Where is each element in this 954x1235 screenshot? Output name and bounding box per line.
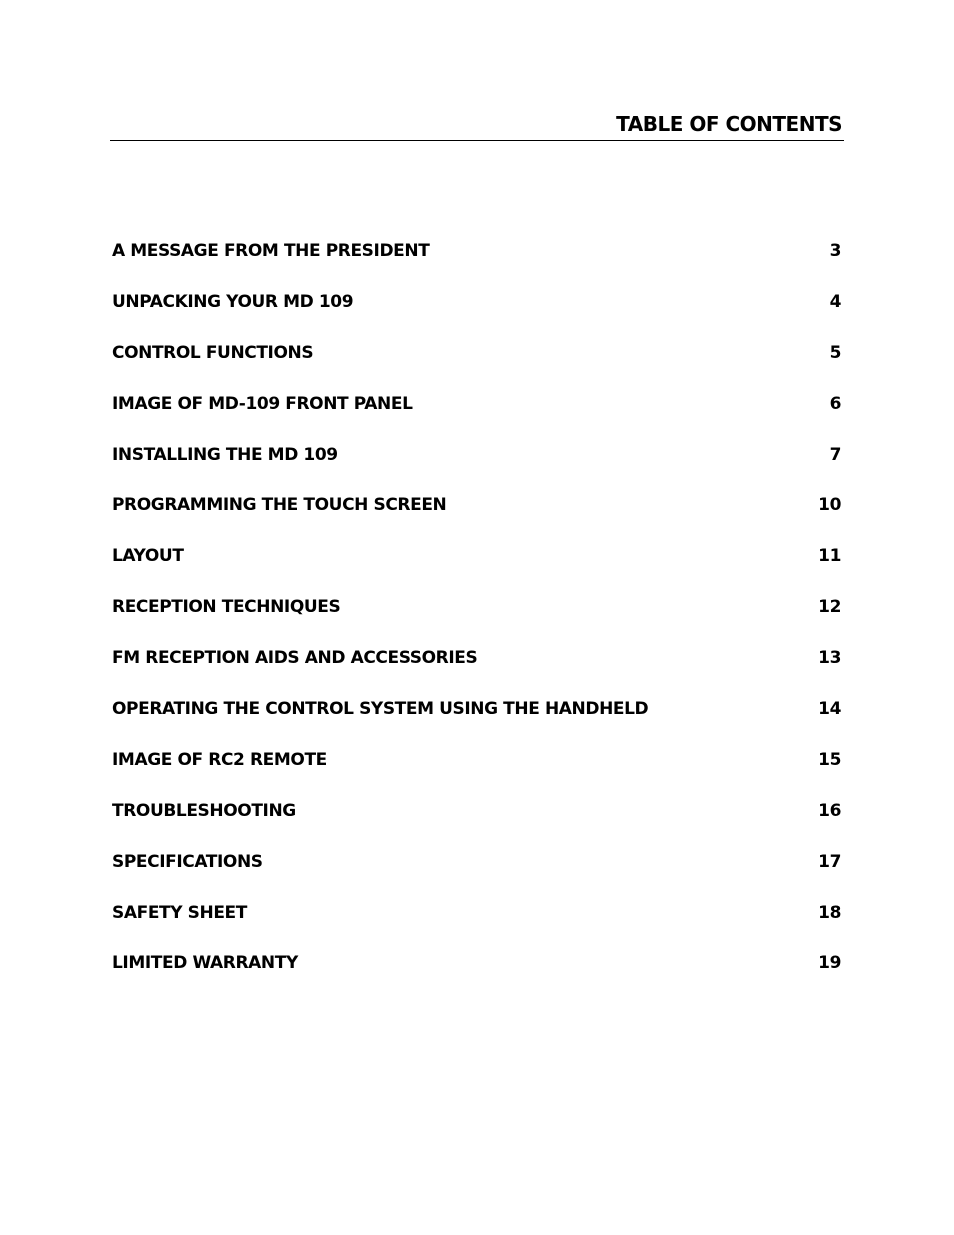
toc-entry-page: 6 [829, 393, 841, 414]
toc-entry[interactable] [112, 594, 841, 645]
toc-entry[interactable] [112, 747, 841, 798]
toc-entry-page: 5 [829, 342, 841, 363]
toc-entry-label: RECEPTION TECHNIQUES [112, 597, 341, 618]
toc-entry-page: 12 [818, 597, 841, 618]
toc-entry-label: INSTALLING THE MD 109 [112, 444, 338, 465]
toc-entry-page: 19 [818, 953, 841, 974]
toc-list [112, 238, 841, 1001]
toc-entry-label: LIMITED WARRANTY [112, 953, 298, 974]
toc-entry[interactable] [112, 543, 841, 594]
toc-entry-page: 11 [818, 546, 841, 567]
toc-entry-page: 3 [829, 241, 841, 261]
page-title: TABLE OF CONTENTS [616, 112, 842, 136]
toc-entry-page: 10 [818, 495, 841, 516]
toc-entry-label: TROUBLESHOOTING [112, 800, 296, 821]
toc-entry[interactable] [112, 645, 841, 696]
toc-entry-label: SPECIFICATIONS [112, 851, 263, 872]
toc-entry-label: IMAGE OF RC2 REMOTE [112, 749, 327, 770]
toc-entry[interactable] [112, 849, 841, 900]
toc-entry-page: 17 [818, 851, 841, 872]
toc-entry[interactable] [112, 900, 841, 951]
toc-entry-page: 13 [818, 648, 841, 669]
toc-entry-page: 18 [818, 902, 841, 923]
toc-entry-label: PROGRAMMING THE TOUCH SCREEN [112, 495, 447, 516]
toc-entry[interactable] [112, 798, 841, 849]
toc-entry-label: SAFETY SHEET [112, 902, 247, 923]
toc-entry[interactable] [112, 442, 841, 493]
toc-entry[interactable] [112, 391, 841, 442]
toc-entry-label: UNPACKING YOUR MD 109 [112, 291, 354, 312]
toc-entry[interactable] [112, 492, 841, 543]
toc-entry-page: 4 [829, 291, 841, 312]
toc-entry-label: A MESSAGE FROM THE PRESIDENT [112, 241, 430, 261]
toc-entry-label: FM RECEPTION AIDS AND ACCESSORIES [112, 648, 478, 669]
toc-entry-page: 15 [818, 749, 841, 770]
toc-entry-label: LAYOUT [112, 546, 184, 567]
toc-entry-page: 14 [818, 699, 841, 720]
toc-entry[interactable] [112, 340, 841, 391]
toc-entry[interactable] [112, 289, 841, 340]
title-rule [110, 140, 844, 141]
toc-entry-label: OPERATING THE CONTROL SYSTEM USING THE HANDHELD [112, 699, 649, 720]
toc-entry[interactable] [112, 696, 841, 747]
toc-entry-page: 7 [829, 444, 841, 465]
toc-entry[interactable] [112, 950, 841, 1001]
toc-entry-label: IMAGE OF MD-109 FRONT PANEL [112, 393, 413, 414]
toc-entry[interactable] [112, 238, 841, 289]
toc-entry-page: 16 [818, 800, 841, 821]
toc-entry-label: CONTROL FUNCTIONS [112, 342, 314, 363]
